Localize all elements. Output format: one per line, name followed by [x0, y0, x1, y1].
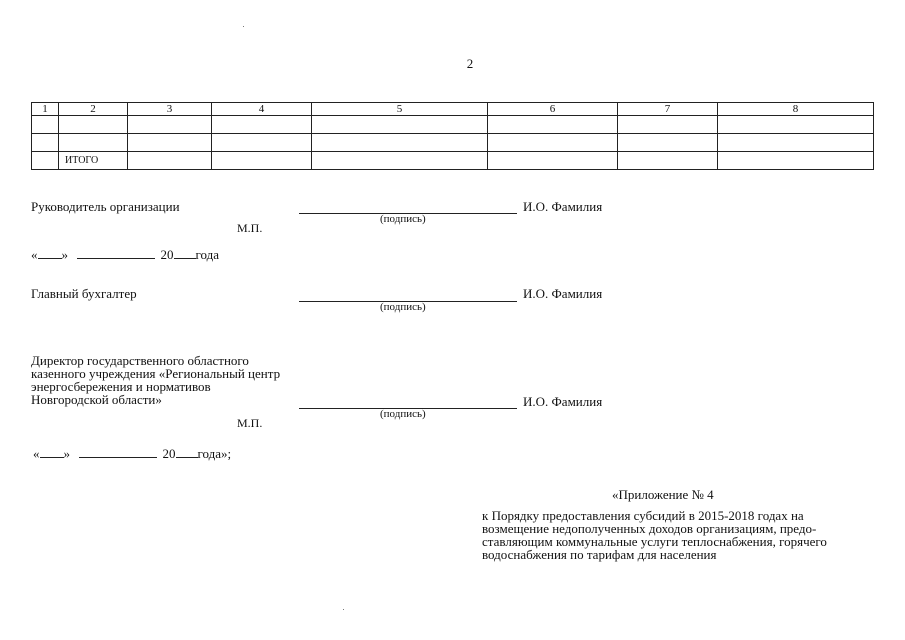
total-label: ИТОГО [59, 152, 128, 170]
column-header: 1 [32, 103, 59, 116]
table-cell [212, 134, 312, 152]
date-quote-open: « [33, 446, 40, 461]
column-header: 7 [618, 103, 718, 116]
table-row [32, 116, 874, 134]
month-blank [79, 457, 157, 458]
chief-accountant-signature-caption: (подпись) [380, 301, 426, 313]
head-signature-caption: (подпись) [380, 213, 426, 225]
director-signature-caption: (подпись) [380, 408, 426, 420]
table-cell [59, 134, 128, 152]
director-label: Директор государственного областного казенного учреждения «Региональный центр энергосбережения и нормативов Новгородской области» [31, 353, 281, 407]
day-blank [38, 258, 62, 259]
table-cell [32, 134, 59, 152]
table-cell [312, 152, 488, 170]
year-blank [176, 457, 198, 458]
day-blank [40, 457, 64, 458]
page-number: 2 [466, 56, 474, 71]
chief-accountant-label: Главный бухгалтер [31, 286, 137, 301]
date-line-1 [31, 247, 219, 263]
table-total-row [32, 152, 874, 170]
table-cell [312, 134, 488, 152]
table-cell [212, 152, 312, 170]
year-suffix: года»; [197, 446, 232, 461]
column-header: 6 [488, 103, 618, 116]
year-prefix: 20 [162, 446, 176, 461]
table-cell [618, 116, 718, 134]
table-cell [618, 134, 718, 152]
column-header: 5 [312, 103, 488, 116]
data-table [31, 102, 874, 170]
table-header-row [32, 103, 874, 116]
table-cell [488, 134, 618, 152]
table-row [32, 134, 874, 152]
table-cell [718, 134, 874, 152]
year-prefix: 20 [160, 247, 174, 262]
table-cell [488, 152, 618, 170]
head-label: Руководитель организации [31, 199, 180, 214]
column-header: 8 [718, 103, 874, 116]
column-header: 3 [128, 103, 212, 116]
month-blank [77, 258, 155, 259]
table-cell [32, 152, 59, 170]
date-quote-close: » [61, 247, 68, 262]
column-header: 4 [212, 103, 312, 116]
appendix-title: «Приложение № 4 [612, 487, 714, 502]
date-line-2 [33, 446, 231, 462]
table-cell [618, 152, 718, 170]
table-cell [212, 116, 312, 134]
scan-speck [243, 26, 244, 27]
scan-speck [343, 609, 344, 610]
table-cell [718, 152, 874, 170]
date-quote-open: « [31, 247, 38, 262]
table-cell [59, 116, 128, 134]
head-name: И.О. Фамилия [523, 199, 603, 214]
table-cell [718, 116, 874, 134]
appendix-text: к Порядку предоставления субсидий в 2015-2018 годах на возмещение недополученных доходов организациям, предо-ставляющим коммунальные услуги теплоснабжения, горячего водоснабжения по тарифам для населения [482, 508, 827, 562]
table-cell [312, 116, 488, 134]
head-stamp-mark: М.П. [237, 221, 263, 235]
table-cell [128, 116, 212, 134]
chief-accountant-name: И.О. Фамилия [523, 286, 603, 301]
year-suffix: года [195, 247, 220, 262]
column-header: 2 [59, 103, 128, 116]
table-cell [128, 152, 212, 170]
table-cell [488, 116, 618, 134]
director-stamp-mark: М.П. [237, 416, 263, 430]
table-cell [32, 116, 59, 134]
date-quote-close: » [63, 446, 70, 461]
director-name: И.О. Фамилия [523, 394, 603, 409]
year-blank [174, 258, 196, 259]
table-cell [128, 134, 212, 152]
